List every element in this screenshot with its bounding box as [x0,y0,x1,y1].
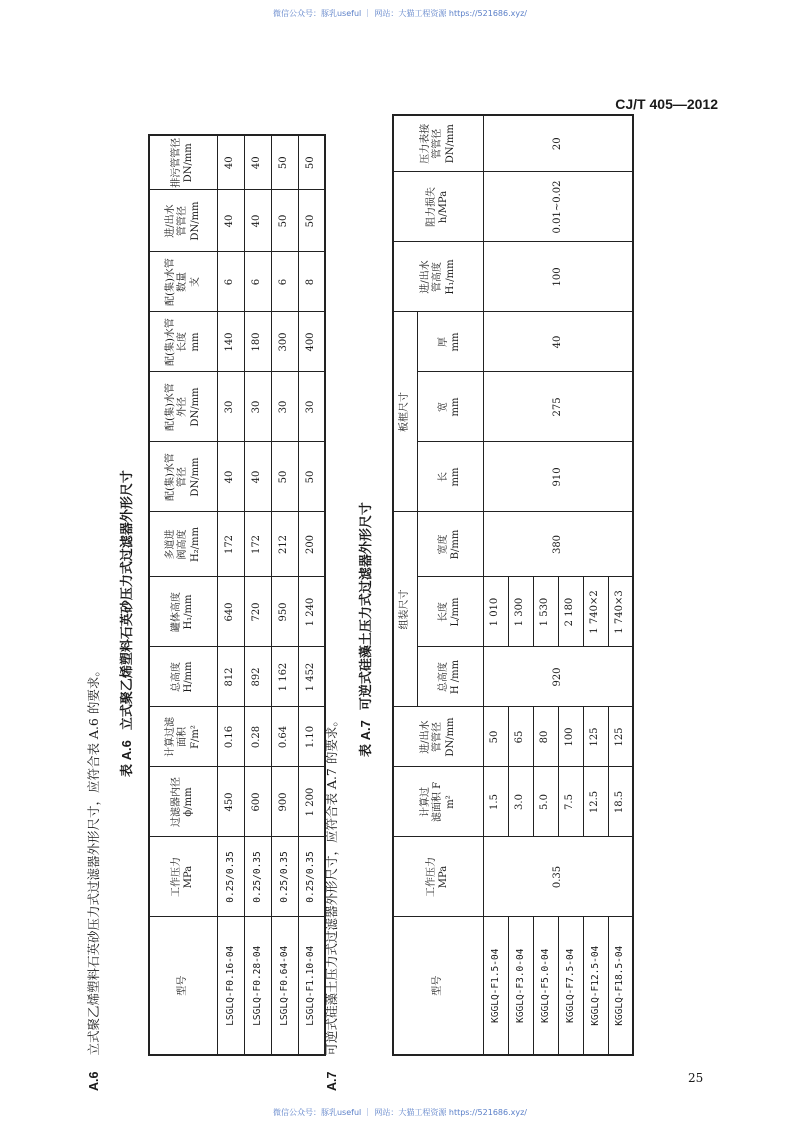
table-a6-header: 配(集)水管 外径 DN/mm [149,372,217,442]
table-cell: 40 [217,135,244,190]
table-cell: LSGLQ-F1.10-04 [298,917,325,1055]
table-cell: 1 200 [298,767,325,837]
table-cell: 720 [244,577,271,647]
table-cell: 200 [298,512,325,577]
table-a6-header: 过滤器内径 ϕ/mm [149,767,217,837]
table-a7-header: 总高度 H /mm [417,647,483,707]
table-cell: 1 740×2 [583,577,608,647]
table-cell-merged: 910 [483,442,633,512]
table-cell: KGGLQ-F1.5-04 [483,917,508,1055]
table-a6-header: 罐体高度 H₁/mm [149,577,217,647]
table-cell: LSGLQ-F0.64-04 [271,917,298,1055]
table-cell: 0.25/0.35 [244,837,271,917]
table-a6-header: 型号 [149,917,217,1055]
table-cell: 1.5 [483,767,508,837]
table-cell-merged: 920 [483,647,633,707]
table-a7-header-row [393,115,417,1055]
table-cell: 6 [271,252,298,312]
table-a7-header: 进/出水 管高度 H₁/mm [393,242,483,312]
table-cell: 892 [244,647,271,707]
section-a6-number: A.6 [87,1071,101,1091]
table-row [271,135,298,1055]
table-a6-header-row [149,135,217,1055]
table-cell: 7.5 [558,767,583,837]
section-a7 [322,714,340,1091]
table-cell: 50 [271,442,298,512]
table-cell: 6 [244,252,271,312]
table-a6-header: 进/出水 管管径 DN/mm [149,190,217,252]
table-a7-header: 长度 L/mm [417,577,483,647]
table-a7-group-header: 组装尺寸 [393,512,417,707]
table-a6-caption-title: 立式聚乙烯塑料石英砂压力式过滤器外形尺寸 [120,470,135,731]
table-cell: 1 452 [298,647,325,707]
table-cell: 40 [217,442,244,512]
table-cell-merged: 100 [483,242,633,312]
table-cell: 400 [298,312,325,372]
table-a7 [392,114,634,1056]
table-cell: 30 [271,372,298,442]
table-cell: 172 [217,512,244,577]
table-cell: 0.25/0.35 [298,837,325,917]
table-cell: 6 [217,252,244,312]
table-cell: 1 740×3 [608,577,633,647]
table-cell: 5.0 [533,767,558,837]
standard-code: CJ/T 405—2012 [615,96,718,112]
table-cell: 30 [244,372,271,442]
table-row [244,135,271,1055]
table-a7-caption-number: 表 A.7 [358,720,373,757]
table-cell: 1 010 [483,577,508,647]
table-cell: 125 [583,707,608,767]
table-a6-header: 配(集)水管 长度 mm [149,312,217,372]
table-cell-merged: 20 [483,115,633,172]
table-row [483,115,508,1055]
table-a7-header: 型号 [393,917,483,1055]
table-cell: 1 300 [508,577,533,647]
table-cell: 50 [298,190,325,252]
table-cell: 950 [271,577,298,647]
table-cell: 50 [271,135,298,190]
table-cell: 1.10 [298,707,325,767]
table-cell: 30 [217,372,244,442]
table-a7-header: 计算过 滤面积 F m² [393,767,483,837]
table-a7-caption-title: 可逆式硅藻土压力式过滤器外形尺寸 [359,502,374,711]
table-cell: KGGLQ-F7.5-04 [558,917,583,1055]
table-a7-header: 宽 mm [417,372,483,442]
table-cell: 125 [608,707,633,767]
section-a6 [84,664,102,1091]
table-cell: 172 [244,512,271,577]
table-cell-merged: 40 [483,312,633,372]
table-cell: 50 [483,707,508,767]
table-cell: 18.5 [608,767,633,837]
table-cell: 450 [217,767,244,837]
table-cell: 0.16 [217,707,244,767]
table-row [298,135,325,1055]
table-a7-header: 进/出水 管管径 DN/mm [393,707,483,767]
table-cell-merged: 380 [483,512,633,577]
table-cell: 40 [244,190,271,252]
table-cell: 100 [558,707,583,767]
table-cell-merged: 0.35 [483,837,633,917]
header-watermark: 微信公众号：豚乳useful ｜ 网站：大猫工程资源 https://521686.xyz/ [272,9,528,18]
table-a6-header: 工作压力 MPa [149,837,217,917]
table-cell: 0.25/0.35 [217,837,244,917]
table-a7-header: 工作压力 MPa [393,837,483,917]
section-a6-text: 立式聚乙烯塑料石英砂压力式过滤器外形尺寸，应符合表 A.6 的要求。 [86,664,101,1056]
table-cell: KGGLQ-F3.0-04 [508,917,533,1055]
table-a6 [148,134,326,1056]
table-a6-header: 计算过滤 面积 F/m² [149,707,217,767]
table-cell: 50 [298,442,325,512]
table-cell: 65 [508,707,533,767]
table-row [217,135,244,1055]
table-a6-header: 多道进 阀高度 H₂/mm [149,512,217,577]
table-cell: 300 [271,312,298,372]
table-a6-caption-number: 表 A.6 [119,740,134,777]
table-a7-header: 厚 mm [417,312,483,372]
table-cell: 40 [244,442,271,512]
table-cell: 40 [217,190,244,252]
table-cell: 640 [217,577,244,647]
table-a7-header: 长 mm [417,442,483,512]
table-cell: 140 [217,312,244,372]
table-cell: 812 [217,647,244,707]
table-a7-header: 阻力损失 h/MPa [393,172,483,242]
table-cell: 900 [271,767,298,837]
table-a6-header: 配(集)水管 管径 DN/mm [149,442,217,512]
footer-watermark: 微信公众号：豚乳useful ｜ 网站：大猫工程资源 https://521686.xyz/ [272,1108,528,1117]
table-cell-merged: 275 [483,372,633,442]
table-a6-header: 总高度 H/mm [149,647,217,707]
table-cell: 1 240 [298,577,325,647]
table-cell: LSGLQ-F0.16-04 [217,917,244,1055]
table-cell: 50 [298,135,325,190]
table-cell: 2 180 [558,577,583,647]
table-cell: 0.28 [244,707,271,767]
table-a7-caption [355,502,374,757]
table-cell: 40 [244,135,271,190]
table-cell: LSGLQ-F0.28-04 [244,917,271,1055]
table-a7-group-header: 板框尺寸 [393,312,417,512]
table-cell: 80 [533,707,558,767]
table-cell: KGGLQ-F5.0-04 [533,917,558,1055]
table-cell: 212 [271,512,298,577]
table-a6-caption [116,470,135,777]
table-cell: KGGLQ-F18.5-04 [608,917,633,1055]
table-cell: 50 [271,190,298,252]
page-number: 25 [688,1071,704,1085]
table-cell: 12.5 [583,767,608,837]
table-a7-header: 压力表接 管管径 DN/mm [393,115,483,172]
table-a6-header: 排污管管径 DN/mm [149,135,217,190]
table-cell: 1 162 [271,647,298,707]
table-cell: 0.64 [271,707,298,767]
section-a7-text: 可逆式硅藻土压力式过滤器外形尺寸，应符合表 A.7 的要求。 [324,714,339,1056]
table-cell: 180 [244,312,271,372]
table-cell: 600 [244,767,271,837]
table-a7-header: 宽度 B/mm [417,512,483,577]
table-cell: 3.0 [508,767,533,837]
section-a7-number: A.7 [325,1071,339,1091]
table-cell: 8 [298,252,325,312]
table-cell: 0.25/0.35 [271,837,298,917]
table-cell-merged: 0.01~0.02 [483,172,633,242]
table-cell: KGGLQ-F12.5-04 [583,917,608,1055]
table-a6-header: 配(集)水管 数量 支 [149,252,217,312]
table-cell: 1 530 [533,577,558,647]
table-cell: 30 [298,372,325,442]
